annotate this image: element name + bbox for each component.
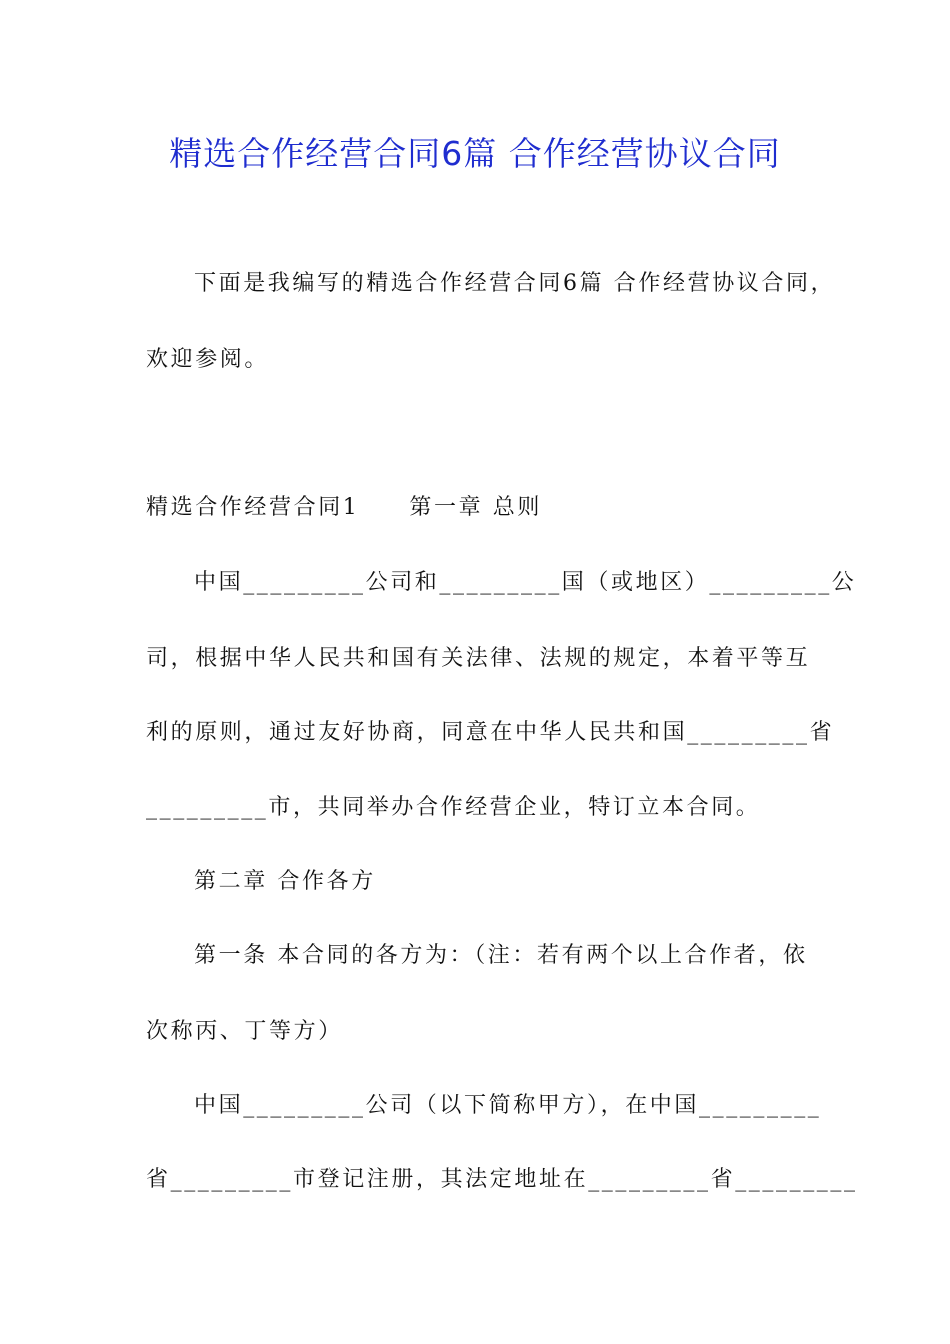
section-heading-line [146, 488, 542, 528]
document-title: 精选合作经营合同6篇 合作经营协议合同 [169, 134, 781, 173]
paragraph-line: 中国_________公司（以下简称甲方），在中国_________ [194, 1093, 822, 1118]
paragraph-line: 次称丙、丁等方） [146, 1019, 343, 1044]
paragraph-line: 下面是我编写的精选合作经营合同6篇 合作经营协议合同， [194, 271, 836, 296]
paragraph-line: 欢迎参阅。 [146, 347, 270, 372]
paragraph-line: _________市，共同举办合作经营企业，特订立本合同。 [146, 795, 761, 820]
chapter-heading: 第二章 合作各方 [194, 869, 376, 894]
paragraph-line: 中国_________公司和_________国（或地区）_________公 [194, 570, 857, 595]
contract-heading: 精选合作经营合同1 [146, 495, 360, 520]
paragraph-line: 省_________市登记注册，其法定地址在_________省_________ [146, 1167, 858, 1192]
chapter-heading: 第一章 总则 [409, 495, 542, 520]
paragraph-line: 利的原则，通过友好协商，同意在中华人民共和国_________省 [146, 720, 835, 745]
paragraph-line: 司，根据中华人民共和国有关法律、法规的规定，本着平等互 [146, 646, 811, 671]
paragraph-line: 第一条 本合同的各方为：（注：若有两个以上合作者，依 [194, 943, 808, 968]
